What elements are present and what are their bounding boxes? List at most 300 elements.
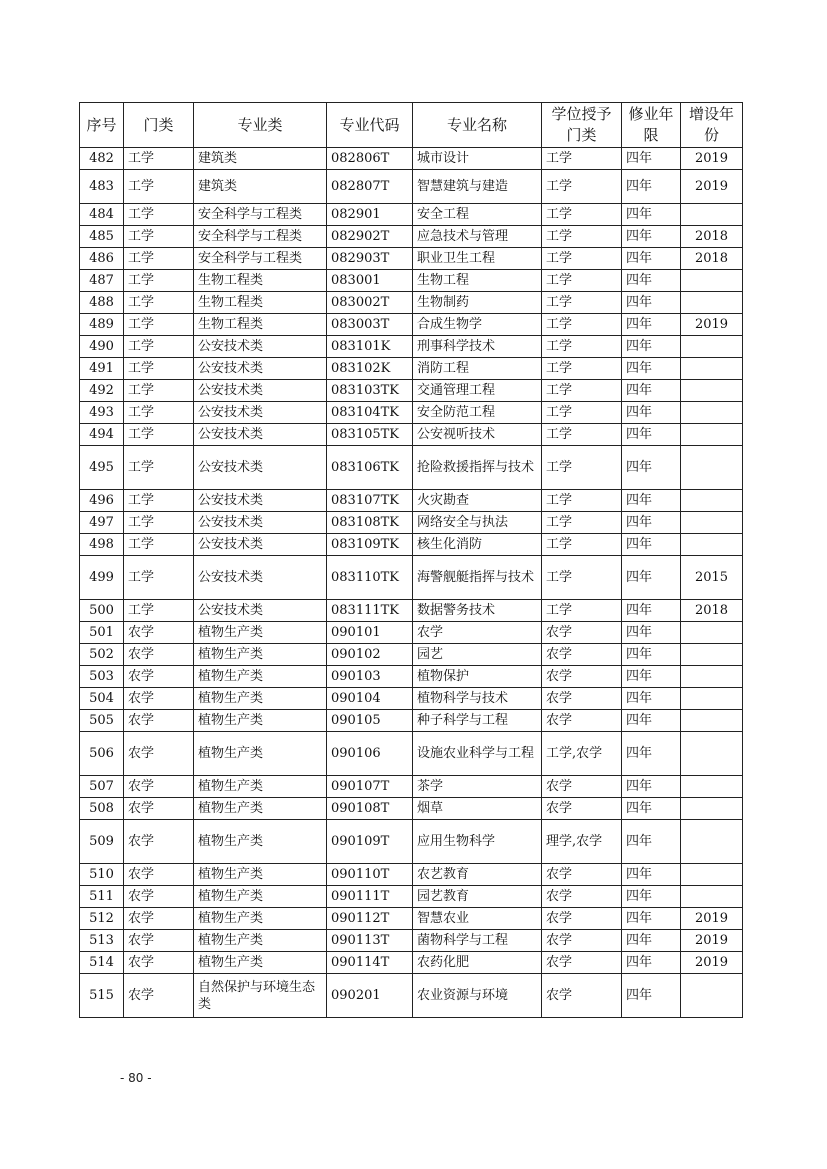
major-class-cell: 植物生产类 xyxy=(194,820,327,864)
major-class-cell: 安全科学与工程类 xyxy=(194,248,327,270)
major-name-cell: 安全防范工程 xyxy=(413,402,542,424)
degree-type-cell: 工学 xyxy=(542,204,622,226)
major-code-cell: 083109TK xyxy=(327,534,413,556)
category-cell: 工学 xyxy=(124,336,194,358)
year-added-cell: 2019 xyxy=(681,908,743,930)
major-class-cell: 生物工程类 xyxy=(194,292,327,314)
major-name-cell: 园艺 xyxy=(413,644,542,666)
major-code-cell: 090105 xyxy=(327,710,413,732)
duration-cell: 四年 xyxy=(622,336,681,358)
major-code-cell: 083001 xyxy=(327,270,413,292)
major-code-cell: 090109T xyxy=(327,820,413,864)
row-number: 503 xyxy=(80,666,124,688)
table-row xyxy=(80,644,743,666)
row-number: 514 xyxy=(80,952,124,974)
major-class-cell: 公安技术类 xyxy=(194,424,327,446)
degree-type-cell: 工学 xyxy=(542,148,622,170)
duration-cell: 四年 xyxy=(622,644,681,666)
major-name-cell: 公安视听技术 xyxy=(413,424,542,446)
category-cell: 工学 xyxy=(124,314,194,336)
major-name-cell: 数据警务技术 xyxy=(413,600,542,622)
category-cell: 农学 xyxy=(124,776,194,798)
category-cell: 工学 xyxy=(124,248,194,270)
table-row xyxy=(80,446,743,490)
category-cell: 工学 xyxy=(124,556,194,600)
major-class-cell: 自然保护与环境生态类 xyxy=(194,974,327,1018)
year-added-cell xyxy=(681,710,743,732)
duration-cell: 四年 xyxy=(622,204,681,226)
category-cell: 工学 xyxy=(124,292,194,314)
year-added-cell xyxy=(681,688,743,710)
duration-cell: 四年 xyxy=(622,446,681,490)
major-class-cell: 植物生产类 xyxy=(194,864,327,886)
category-cell: 工学 xyxy=(124,512,194,534)
major-name-cell: 应急技术与管理 xyxy=(413,226,542,248)
major-code-cell: 090113T xyxy=(327,930,413,952)
row-number: 495 xyxy=(80,446,124,490)
year-added-cell: 2019 xyxy=(681,170,743,204)
major-class-cell: 植物生产类 xyxy=(194,622,327,644)
table-row xyxy=(80,930,743,952)
row-number: 513 xyxy=(80,930,124,952)
major-class-cell: 安全科学与工程类 xyxy=(194,226,327,248)
category-cell: 农学 xyxy=(124,930,194,952)
table-row xyxy=(80,820,743,864)
degree-type-cell: 工学 xyxy=(542,534,622,556)
degree-type-cell: 工学 xyxy=(542,270,622,292)
major-code-cell: 083105TK xyxy=(327,424,413,446)
year-added-cell: 2019 xyxy=(681,930,743,952)
duration-cell: 四年 xyxy=(622,402,681,424)
major-code-cell: 090110T xyxy=(327,864,413,886)
category-cell: 农学 xyxy=(124,820,194,864)
row-number: 506 xyxy=(80,732,124,776)
duration-cell: 四年 xyxy=(622,688,681,710)
degree-type-cell: 工学 xyxy=(542,336,622,358)
major-name-cell: 农学 xyxy=(413,622,542,644)
table-row xyxy=(80,556,743,600)
category-cell: 农学 xyxy=(124,622,194,644)
table-row xyxy=(80,732,743,776)
degree-type-cell: 农学 xyxy=(542,622,622,644)
major-name-cell: 菌物科学与工程 xyxy=(413,930,542,952)
major-code-cell: 083108TK xyxy=(327,512,413,534)
duration-cell: 四年 xyxy=(622,314,681,336)
major-code-cell: 090106 xyxy=(327,732,413,776)
row-number: 496 xyxy=(80,490,124,512)
column-header: 门类 xyxy=(124,103,194,148)
column-header: 专业名称 xyxy=(413,103,542,148)
major-code-cell: 090103 xyxy=(327,666,413,688)
major-class-cell: 植物生产类 xyxy=(194,798,327,820)
table-row xyxy=(80,226,743,248)
major-code-cell: 082903T xyxy=(327,248,413,270)
category-cell: 农学 xyxy=(124,864,194,886)
table-row xyxy=(80,776,743,798)
major-name-cell: 核生化消防 xyxy=(413,534,542,556)
major-class-cell: 生物工程类 xyxy=(194,314,327,336)
major-name-cell: 合成生物学 xyxy=(413,314,542,336)
major-code-cell: 083101K xyxy=(327,336,413,358)
major-code-cell: 090112T xyxy=(327,908,413,930)
duration-cell: 四年 xyxy=(622,556,681,600)
row-number: 482 xyxy=(80,148,124,170)
page-number: - 80 - xyxy=(120,1071,152,1085)
major-code-cell: 083003T xyxy=(327,314,413,336)
year-added-cell xyxy=(681,446,743,490)
category-cell: 工学 xyxy=(124,424,194,446)
table-row xyxy=(80,886,743,908)
row-number: 489 xyxy=(80,314,124,336)
major-class-cell: 公安技术类 xyxy=(194,534,327,556)
year-added-cell xyxy=(681,534,743,556)
duration-cell: 四年 xyxy=(622,710,681,732)
year-added-cell xyxy=(681,666,743,688)
duration-cell: 四年 xyxy=(622,908,681,930)
year-added-cell: 2018 xyxy=(681,226,743,248)
year-added-cell xyxy=(681,380,743,402)
row-number: 486 xyxy=(80,248,124,270)
table-row xyxy=(80,148,743,170)
degree-type-cell: 工学 xyxy=(542,600,622,622)
table-row xyxy=(80,512,743,534)
row-number: 509 xyxy=(80,820,124,864)
major-name-cell: 农业资源与环境 xyxy=(413,974,542,1018)
major-class-cell: 公安技术类 xyxy=(194,556,327,600)
duration-cell: 四年 xyxy=(622,512,681,534)
duration-cell: 四年 xyxy=(622,170,681,204)
major-name-cell: 智慧建筑与建造 xyxy=(413,170,542,204)
major-code-cell: 082901 xyxy=(327,204,413,226)
year-added-cell xyxy=(681,732,743,776)
major-code-cell: 090102 xyxy=(327,644,413,666)
table-row xyxy=(80,600,743,622)
degree-type-cell: 农学 xyxy=(542,798,622,820)
major-class-cell: 植物生产类 xyxy=(194,908,327,930)
row-number: 508 xyxy=(80,798,124,820)
table-row xyxy=(80,204,743,226)
duration-cell: 四年 xyxy=(622,600,681,622)
major-class-cell: 植物生产类 xyxy=(194,688,327,710)
duration-cell: 四年 xyxy=(622,358,681,380)
column-header: 学位授予门类 xyxy=(542,103,622,148)
major-code-cell: 083106TK xyxy=(327,446,413,490)
major-name-cell: 城市设计 xyxy=(413,148,542,170)
table-row xyxy=(80,248,743,270)
major-class-cell: 植物生产类 xyxy=(194,666,327,688)
duration-cell: 四年 xyxy=(622,226,681,248)
column-header: 序号 xyxy=(80,103,124,148)
category-cell: 工学 xyxy=(124,226,194,248)
duration-cell: 四年 xyxy=(622,952,681,974)
row-number: 499 xyxy=(80,556,124,600)
major-name-cell: 种子科学与工程 xyxy=(413,710,542,732)
table-body xyxy=(80,148,743,1018)
year-added-cell xyxy=(681,336,743,358)
major-name-cell: 植物科学与技术 xyxy=(413,688,542,710)
year-added-cell: 2018 xyxy=(681,248,743,270)
row-number: 488 xyxy=(80,292,124,314)
major-code-cell: 083111TK xyxy=(327,600,413,622)
major-code-cell: 082902T xyxy=(327,226,413,248)
duration-cell: 四年 xyxy=(622,666,681,688)
major-class-cell: 公安技术类 xyxy=(194,600,327,622)
degree-type-cell: 工学 xyxy=(542,556,622,600)
degree-type-cell: 工学 xyxy=(542,358,622,380)
year-added-cell xyxy=(681,204,743,226)
year-added-cell xyxy=(681,622,743,644)
major-code-cell: 083102K xyxy=(327,358,413,380)
category-cell: 农学 xyxy=(124,908,194,930)
major-name-cell: 智慧农业 xyxy=(413,908,542,930)
major-name-cell: 生物制药 xyxy=(413,292,542,314)
table-row xyxy=(80,170,743,204)
major-class-cell: 建筑类 xyxy=(194,170,327,204)
degree-type-cell: 农学 xyxy=(542,776,622,798)
duration-cell: 四年 xyxy=(622,732,681,776)
duration-cell: 四年 xyxy=(622,380,681,402)
category-cell: 农学 xyxy=(124,710,194,732)
category-cell: 工学 xyxy=(124,270,194,292)
major-name-cell: 职业卫生工程 xyxy=(413,248,542,270)
major-class-cell: 植物生产类 xyxy=(194,732,327,776)
category-cell: 农学 xyxy=(124,886,194,908)
degree-type-cell: 农学 xyxy=(542,930,622,952)
degree-type-cell: 理学,农学 xyxy=(542,820,622,864)
table-row xyxy=(80,622,743,644)
year-added-cell xyxy=(681,644,743,666)
degree-type-cell: 农学 xyxy=(542,952,622,974)
degree-type-cell: 农学 xyxy=(542,688,622,710)
major-class-cell: 植物生产类 xyxy=(194,930,327,952)
year-added-cell xyxy=(681,490,743,512)
duration-cell: 四年 xyxy=(622,292,681,314)
table-row xyxy=(80,314,743,336)
row-number: 483 xyxy=(80,170,124,204)
category-cell: 农学 xyxy=(124,688,194,710)
duration-cell: 四年 xyxy=(622,248,681,270)
major-code-cell: 090101 xyxy=(327,622,413,644)
duration-cell: 四年 xyxy=(622,886,681,908)
row-number: 515 xyxy=(80,974,124,1018)
row-number: 501 xyxy=(80,622,124,644)
major-class-cell: 植物生产类 xyxy=(194,710,327,732)
degree-type-cell: 工学 xyxy=(542,380,622,402)
row-number: 492 xyxy=(80,380,124,402)
major-name-cell: 刑事科学技术 xyxy=(413,336,542,358)
year-added-cell: 2015 xyxy=(681,556,743,600)
row-number: 505 xyxy=(80,710,124,732)
major-name-cell: 农药化肥 xyxy=(413,952,542,974)
degree-type-cell: 工学 xyxy=(542,226,622,248)
major-name-cell: 植物保护 xyxy=(413,666,542,688)
degree-type-cell: 农学 xyxy=(542,710,622,732)
major-name-cell: 烟草 xyxy=(413,798,542,820)
row-number: 510 xyxy=(80,864,124,886)
duration-cell: 四年 xyxy=(622,798,681,820)
year-added-cell xyxy=(681,974,743,1018)
table-row xyxy=(80,798,743,820)
category-cell: 工学 xyxy=(124,600,194,622)
major-name-cell: 火灾勘查 xyxy=(413,490,542,512)
major-code-cell: 090107T xyxy=(327,776,413,798)
year-added-cell: 2018 xyxy=(681,600,743,622)
degree-type-cell: 工学 xyxy=(542,248,622,270)
row-number: 487 xyxy=(80,270,124,292)
year-added-cell xyxy=(681,864,743,886)
duration-cell: 四年 xyxy=(622,424,681,446)
table-row xyxy=(80,710,743,732)
category-cell: 工学 xyxy=(124,148,194,170)
major-code-cell: 090114T xyxy=(327,952,413,974)
duration-cell: 四年 xyxy=(622,270,681,292)
category-cell: 工学 xyxy=(124,534,194,556)
year-added-cell: 2019 xyxy=(681,148,743,170)
major-class-cell: 公安技术类 xyxy=(194,490,327,512)
degree-type-cell: 农学 xyxy=(542,908,622,930)
table-row xyxy=(80,292,743,314)
year-added-cell: 2019 xyxy=(681,314,743,336)
major-name-cell: 农艺教育 xyxy=(413,864,542,886)
major-code-cell: 083103TK xyxy=(327,380,413,402)
degree-type-cell: 农学 xyxy=(542,974,622,1018)
column-header: 增设年份 xyxy=(681,103,743,148)
table-row xyxy=(80,908,743,930)
major-code-cell: 082807T xyxy=(327,170,413,204)
category-cell: 农学 xyxy=(124,666,194,688)
major-code-cell: 083107TK xyxy=(327,490,413,512)
year-added-cell xyxy=(681,270,743,292)
table-row xyxy=(80,402,743,424)
degree-type-cell: 工学 xyxy=(542,402,622,424)
row-number: 490 xyxy=(80,336,124,358)
major-class-cell: 公安技术类 xyxy=(194,358,327,380)
major-class-cell: 植物生产类 xyxy=(194,886,327,908)
duration-cell: 四年 xyxy=(622,974,681,1018)
category-cell: 工学 xyxy=(124,380,194,402)
year-added-cell xyxy=(681,358,743,380)
category-cell: 农学 xyxy=(124,732,194,776)
year-added-cell xyxy=(681,424,743,446)
year-added-cell xyxy=(681,402,743,424)
row-number: 491 xyxy=(80,358,124,380)
year-added-cell xyxy=(681,292,743,314)
major-class-cell: 生物工程类 xyxy=(194,270,327,292)
row-number: 493 xyxy=(80,402,124,424)
row-number: 504 xyxy=(80,688,124,710)
table-row xyxy=(80,974,743,1018)
table-row xyxy=(80,270,743,292)
major-class-cell: 公安技术类 xyxy=(194,402,327,424)
major-class-cell: 公安技术类 xyxy=(194,512,327,534)
category-cell: 工学 xyxy=(124,358,194,380)
major-code-cell: 083104TK xyxy=(327,402,413,424)
degree-type-cell: 工学 xyxy=(542,314,622,336)
column-header: 专业代码 xyxy=(327,103,413,148)
year-added-cell xyxy=(681,776,743,798)
duration-cell: 四年 xyxy=(622,490,681,512)
major-name-cell: 安全工程 xyxy=(413,204,542,226)
category-cell: 工学 xyxy=(124,204,194,226)
column-header: 修业年限 xyxy=(622,103,681,148)
table-row xyxy=(80,688,743,710)
duration-cell: 四年 xyxy=(622,148,681,170)
table-row xyxy=(80,380,743,402)
major-name-cell: 交通管理工程 xyxy=(413,380,542,402)
row-number: 512 xyxy=(80,908,124,930)
major-name-cell: 海警舰艇指挥与技术 xyxy=(413,556,542,600)
degree-type-cell: 工学 xyxy=(542,292,622,314)
table-row xyxy=(80,358,743,380)
major-code-cell: 090104 xyxy=(327,688,413,710)
row-number: 500 xyxy=(80,600,124,622)
major-name-cell: 抢险救援指挥与技术 xyxy=(413,446,542,490)
duration-cell: 四年 xyxy=(622,820,681,864)
row-number: 498 xyxy=(80,534,124,556)
degree-type-cell: 工学 xyxy=(542,424,622,446)
row-number: 507 xyxy=(80,776,124,798)
duration-cell: 四年 xyxy=(622,776,681,798)
major-class-cell: 安全科学与工程类 xyxy=(194,204,327,226)
row-number: 485 xyxy=(80,226,124,248)
degree-type-cell: 农学 xyxy=(542,644,622,666)
major-name-cell: 生物工程 xyxy=(413,270,542,292)
majors-table xyxy=(79,102,743,1018)
major-name-cell: 网络安全与执法 xyxy=(413,512,542,534)
major-class-cell: 建筑类 xyxy=(194,148,327,170)
major-name-cell: 园艺教育 xyxy=(413,886,542,908)
duration-cell: 四年 xyxy=(622,622,681,644)
row-number: 511 xyxy=(80,886,124,908)
column-header: 专业类 xyxy=(194,103,327,148)
table-row xyxy=(80,424,743,446)
major-name-cell: 茶学 xyxy=(413,776,542,798)
major-name-cell: 消防工程 xyxy=(413,358,542,380)
major-class-cell: 公安技术类 xyxy=(194,336,327,358)
major-code-cell: 090201 xyxy=(327,974,413,1018)
category-cell: 工学 xyxy=(124,170,194,204)
degree-type-cell: 农学 xyxy=(542,886,622,908)
category-cell: 农学 xyxy=(124,952,194,974)
row-number: 497 xyxy=(80,512,124,534)
degree-type-cell: 工学 xyxy=(542,512,622,534)
major-code-cell: 090111T xyxy=(327,886,413,908)
table-row xyxy=(80,864,743,886)
category-cell: 农学 xyxy=(124,644,194,666)
category-cell: 工学 xyxy=(124,490,194,512)
duration-cell: 四年 xyxy=(622,534,681,556)
year-added-cell xyxy=(681,886,743,908)
major-code-cell: 090108T xyxy=(327,798,413,820)
major-name-cell: 应用生物科学 xyxy=(413,820,542,864)
major-class-cell: 植物生产类 xyxy=(194,644,327,666)
major-class-cell: 公安技术类 xyxy=(194,446,327,490)
duration-cell: 四年 xyxy=(622,930,681,952)
duration-cell: 四年 xyxy=(622,864,681,886)
year-added-cell xyxy=(681,512,743,534)
major-code-cell: 083002T xyxy=(327,292,413,314)
major-class-cell: 公安技术类 xyxy=(194,380,327,402)
header-row xyxy=(80,103,743,148)
year-added-cell xyxy=(681,798,743,820)
table-row xyxy=(80,336,743,358)
degree-type-cell: 工学 xyxy=(542,170,622,204)
major-code-cell: 082806T xyxy=(327,148,413,170)
degree-type-cell: 农学 xyxy=(542,864,622,886)
major-name-cell: 设施农业科学与工程 xyxy=(413,732,542,776)
degree-type-cell: 工学 xyxy=(542,490,622,512)
row-number: 502 xyxy=(80,644,124,666)
